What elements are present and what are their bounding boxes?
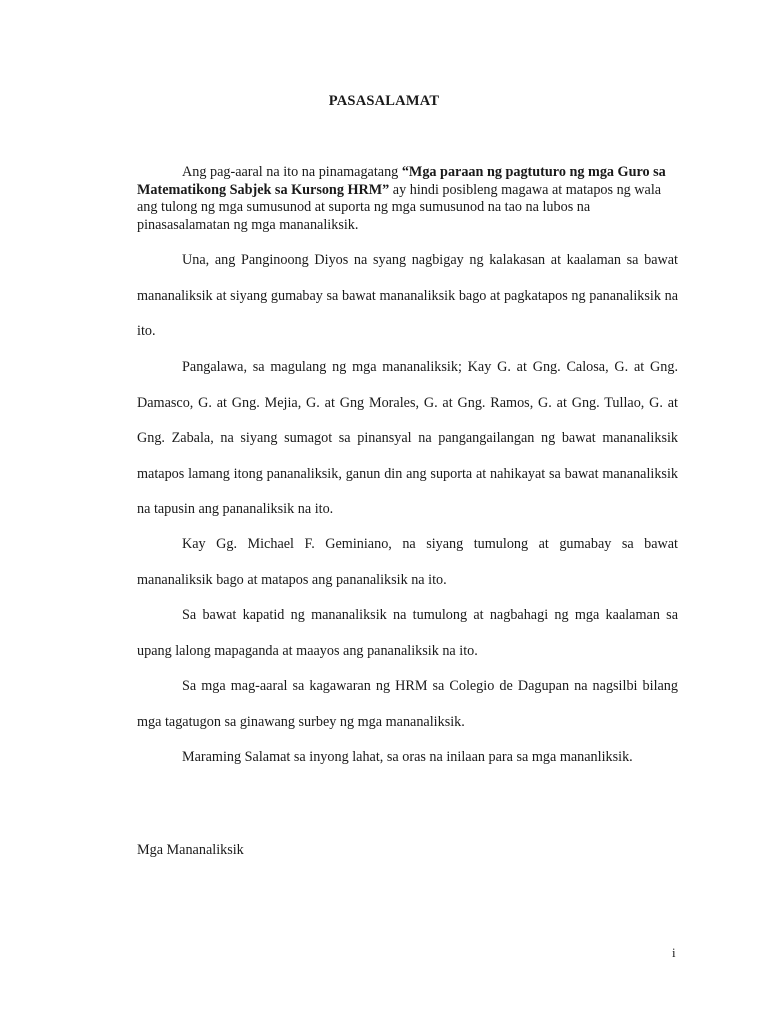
paragraph-mag-aaral: Sa mga mag-aaral sa kagawaran ng HRM sa Colegio de Dagupan na nagsilbi bilang mga tagatugon sa ginawang surbey ng mga mananaliksik. <box>137 678 678 730</box>
intro-paragraph <box>137 164 678 234</box>
paragraph-salamat: Maraming Salamat sa inyong lahat, sa oras na inilaan para sa mga mananliksik. <box>182 749 633 765</box>
paragraph-adviser: Kay Gg. Michael F. Geminiano, na siyang tumulong at gumabay sa bawat mananaliksik bago at matapos ang pananaliksik na ito. <box>137 536 678 588</box>
paragraph-una: Una, ang Panginoong Diyos na syang nagbigay ng kalakasan at kaalaman sa bawat mananaliksik at siyang gumabay sa bawat mananaliksik bago at pagkatapos ng pananaliksik na ito. <box>137 252 678 339</box>
study-title: “Mga paraan ng pagtuturo ng mga Guro sa Matematikong Sabjek sa Kursong HRM” <box>137 164 666 198</box>
page-number: i <box>672 945 676 960</box>
intro-text-after: ay hindi posibleng magawa at matapos ng wala ang tulong ng mga sumusunod at suporta ng mga sumusunod na tao na lubos na pinasasalamatan ng mga mananaliksik. <box>137 181 662 233</box>
paragraph-pangalawa: Pangalawa, sa magulang ng mga mananaliksik; Kay G. at Gng. Calosa, G. at Gng. Damasco, G. at Gng. Mejia, G. at Gng Morales, G. at Gng. Ramos, G. at Gng. Tullao, G. at Gng. Zabala, na siyang sumagot sa pinansyal na pangangailangan ng bawat mananaliksik matapos lamang itong pananaliksik, ganun din ang suporta at nahikayat sa bawat mananaliksik na tapusin ang pananaliksik na ito. <box>137 359 678 517</box>
paragraph-kapatid: Sa bawat kapatid ng mananaliksik na tumulong at nagbahagi ng mga kaalaman sa upang lalong mapaganda at maayos ang pananaliksik na ito. <box>137 607 678 659</box>
document-title: PASASALAMAT <box>328 93 440 109</box>
signature-line: Mga Mananaliksik <box>137 842 244 858</box>
intro-text-before: Ang pag-aaral na ito na pinamagatang <box>182 164 402 180</box>
